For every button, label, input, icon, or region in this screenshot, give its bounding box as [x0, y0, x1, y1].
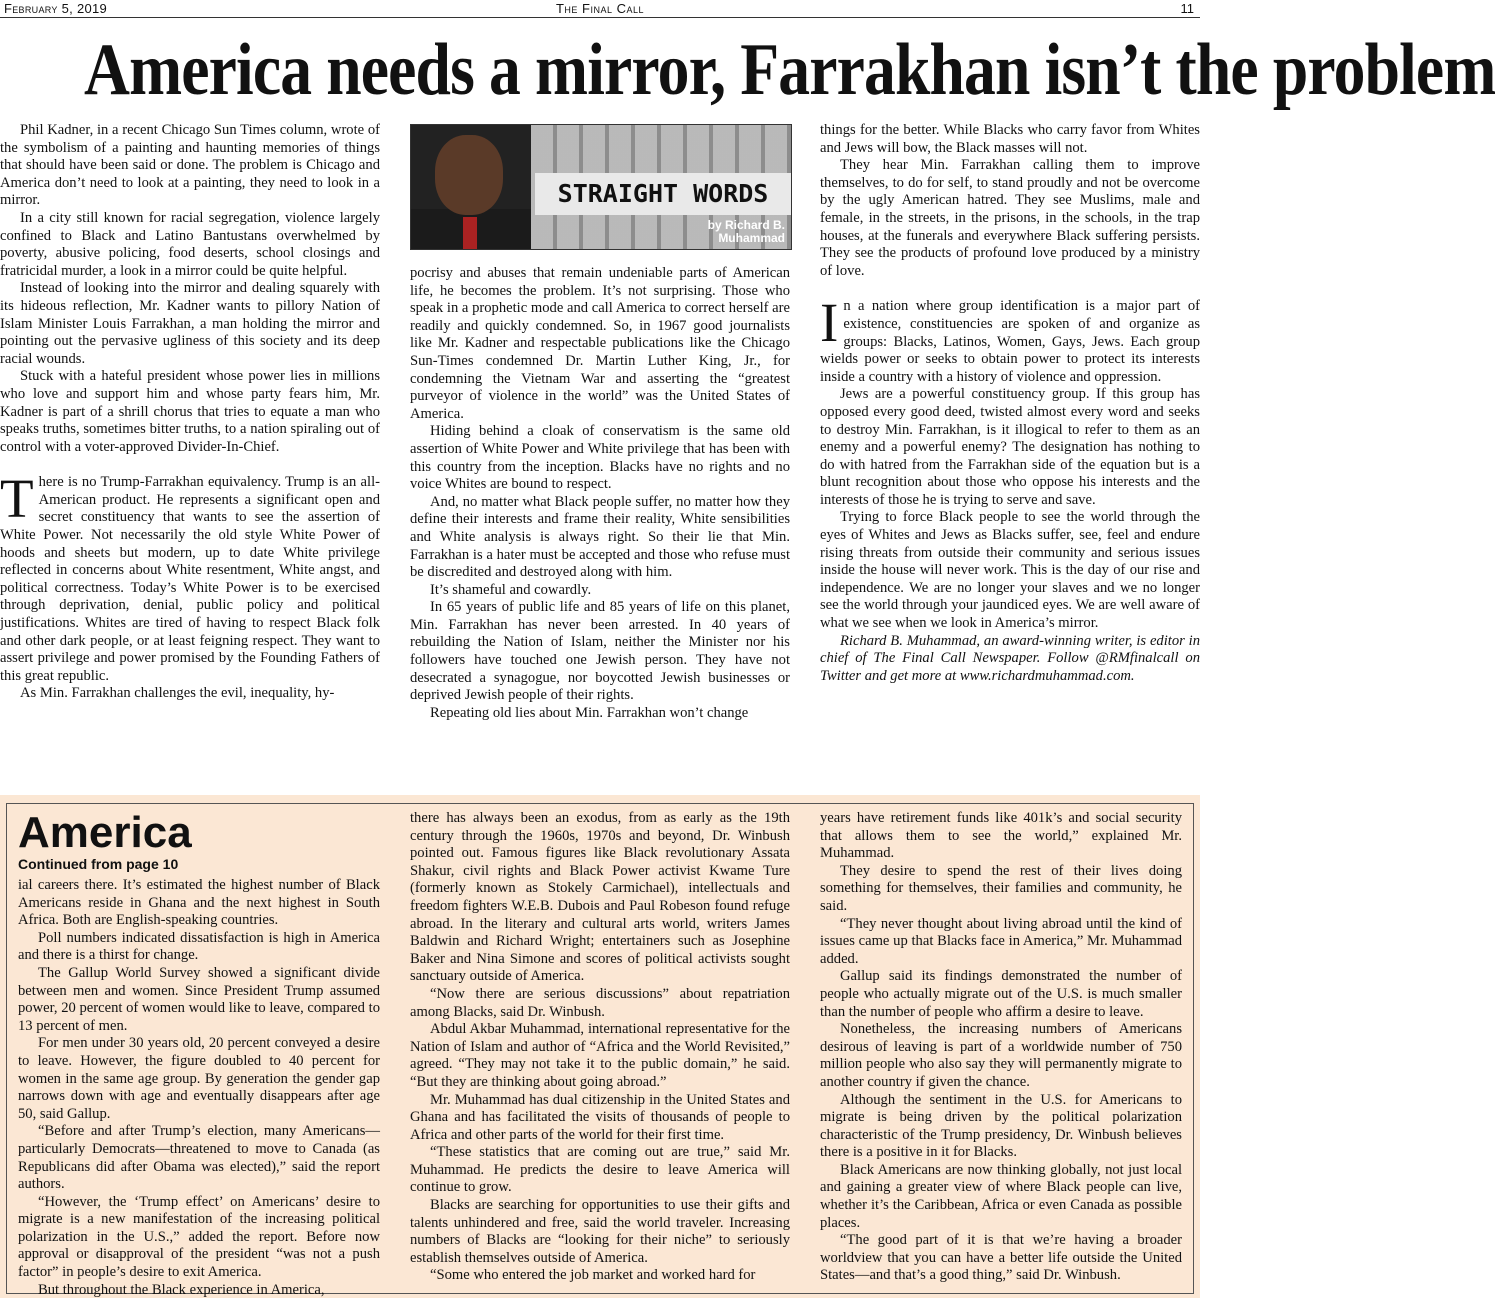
article-column-1 [0, 122, 380, 703]
paragraph: For men under 30 years old, 20 percent conveyed a desire to leave. However, the figure doubled to 40 percent for women in the same age group. By generation the gender gap narrows down with age and eventually disappears after age 50, said Gallup. [18, 1035, 380, 1122]
paragraph: Mr. Muhammad has dual citizenship in the United States and Ghana and has facilitated the visits of thousands of people to Africa and other parts of the world for their first time. [410, 1091, 790, 1143]
paragraph: Blacks are searching for opportunities to use their gifts and talents unhindered and free, said the world traveler. Increasing numbers of Blacks are “looking for their niche” to seriously establish themselves outside of America. [410, 1197, 790, 1266]
continued-from-label: Continued from page 10 [18, 856, 179, 872]
continued-column-1 [18, 877, 380, 1299]
masthead-rule [0, 17, 1200, 18]
paragraph: Nonetheless, the increasing numbers of Americans desirous of leaving is part of a worldwide number of 750 million people who also say they will permanently migrate to another country if given the chance. [820, 1021, 1182, 1090]
article-headline: America needs a mirror, Farrakhan isn’t the problem [84, 29, 1495, 111]
paragraph: They hear Min. Farrakhan calling them to improve themselves, to do for self, to stand proudly and not be overcome by the ugly American hatred. They see Muslims, male and female, in the streets, in the prisons, in the schools, in the trap houses, at the funerals and everywhere Black suffering persists. They see the products of profound love produced by a ministry of love. [820, 157, 1200, 279]
column-banner [410, 124, 792, 250]
paragraph: And, no matter what Black people suffer, no matter how they define their interests and frame their reality, White sensibilities and White analysis is always right. So their lie that Min. Farrakhan is a hater must be accepted and those who refuse must be discredited and destroyed along with him. [410, 493, 790, 581]
paragraph: pocrisy and abuses that remain undeniable parts of American life, he becomes the problem. It’s not surprising. Those who speak in a prophetic mode and call America to correct herself are readily and quickly condemned. So, in 1967 good journalists like Mr. Kadner and respectable publications like the Chicago Sun-Times condemned Dr. Martin Luther King, Jr., for condemning the Vietnam War and asserting the “greatest purveyor of violence in the world” was the United States of America. [410, 265, 790, 422]
dropcap-paragraph-text: n a nation where group identification is a major part of existence, constituencies are spoken of and organize as groups: Blacks, Latinos, Women, Gays, Jews. Each group wields power or seeks to obtain power to protect its interests inside a country with a history of violence and oppression. [820, 298, 1200, 385]
paragraph: things for the better. While Blacks who carry favor from Whites and Jews will bow, the Black masses will not. [820, 122, 1200, 156]
paragraph: Although the sentiment in the U.S. for Americans to migrate is being driven by the political polarization characteristic of the Trump presidency, Dr. Winbush believes there is a positive in it for Blacks. [820, 1091, 1182, 1161]
dropcap-paragraph [820, 292, 1200, 386]
drop-cap: I [820, 292, 839, 354]
paragraph: In 65 years of public life and 85 years of life on this planet, Min. Farrakhan has never been arrested. In 40 years of rebuilding the Nation of Islam, neither the Minister nor his followers have touched one Jewish person. They have not desecrated a synagogue, nor boycotted Jewish businesses or deprived Jewish people of their rights. [410, 599, 790, 704]
author-byline: Richard B. Muhammad, an award-winning writer, is editor in chief of The Final Call Newspaper. Follow @RMfinalcall on Twitter and get more at www.richardmuhammad.com. [820, 632, 1200, 684]
paragraph: Gallup said its findings demonstrated the number of people who actually migrate out of the U.S. is much smaller than the number of people who affirm a desire to leave. [820, 968, 1182, 1020]
issue-date: February 5, 2019 [4, 1, 108, 16]
page-number: 11 [1180, 1, 1194, 16]
paragraph: “They never thought about living abroad until the kind of issues came up that Blacks face in America,” Mr. Muhammad added. [820, 915, 1182, 967]
paragraph: The Gallup World Survey showed a significant divide between men and women. Since President Trump assumed power, 20 percent of women would like to leave, compared to 13 percent of men. [18, 964, 380, 1034]
continued-column-3 [820, 810, 1182, 1285]
masthead [0, 0, 1200, 18]
continued-column-2 [410, 810, 790, 1285]
paragraph: They desire to spend the rest of their lives doing something for themselves, their families and community, he said. [820, 862, 1182, 914]
paragraph: As Min. Farrakhan challenges the evil, inequality, hy- [20, 685, 335, 702]
article-column-3 [820, 122, 1200, 685]
paragraph: Trying to force Black people to see the world through the eyes of Whites and Jews as Blacks suffer, see, feel and endure rising threats from outside their community and serious issues inside the house will never work. This is the day of our rise and independence. We are no longer your slaves and we no longer see the world through your jaundiced eyes. We are well aware of what we see when we look in America’s mirror. [820, 509, 1200, 632]
paragraph: “These statistics that are coming out are true,” said Mr. Muhammad. He predicts the desire to leave America will continue to grow. [410, 1144, 790, 1196]
paragraph: “The good part of it is that we’re having a broader worldview that you can have a better life outside the United States—and that’s a good thing,” said Dr. Winbush. [820, 1232, 1182, 1284]
paragraph: Poll numbers indicated dissatisfaction is high in America and there is a thirst for change. [18, 929, 380, 964]
paragraph: It’s shameful and cowardly. [430, 581, 592, 598]
paragraph: Black Americans are now thinking globally, not just local and gaining a greater view of where Black people can live, whether it’s the Caribbean, Africa or even Canada as possible places. [820, 1161, 1182, 1231]
paragraph: Repeating old lies about Min. Farrakhan won’t change [430, 704, 749, 721]
column-title: STRAIGHT WORDS [535, 173, 791, 215]
paragraph: In a city still known for racial segregation, violence largely confined to Black and Latino Bantustans overwhelmed by poverty, abusive policing, food deserts, school closings and fratricidal murder, a look in a mirror could be quite helpful. [0, 209, 380, 279]
paragraph: Phil Kadner, in a recent Chicago Sun Times column, wrote of the symbolism of a painting and haunting memories of things that should have been said or done. The problem is Chicago and America don’t need to look at a painting, they need to look in a mirror. [0, 122, 380, 209]
column-byline: by Richard B. Muhammad [707, 218, 785, 245]
paragraph: “However, the ‘Trump effect’ on Americans’ desire to migrate is a new manifestation of the increasing political polarization in the U.S.,” added the report. Before now approval or disapproval of the president “was not a push factor” in people’s desire to exit America. [18, 1193, 380, 1281]
author-photo [411, 125, 531, 249]
paragraph: Jews are a powerful constituency group. If this group has opposed every good deed, twisted almost every word and seeks to destroy Min. Farrakhan, is it illogical to refer to them as an enemy and a powerful enemy? The designation has nothing to do with hatred from the Farrakhan side of the equation but is a blunt recognition about those who oppose his interests and the interests of those he is trying to serve and save. [820, 386, 1200, 508]
paragraph: “Some who entered the job market and worked hard for [430, 1267, 756, 1284]
paragraph: “Now there are serious discussions” about repatriation among Blacks, said Dr. Winbush. [410, 985, 790, 1020]
paragraph: Hiding behind a cloak of conservatism is the same old assertion of White Power and White privilege that has been with this country from the inception. Blacks have no rights and no voice Whites are bound to respect. [410, 423, 790, 493]
paragraph: But throughout the Black experience in America, [38, 1281, 325, 1298]
dropcap-paragraph-text: here is no Trump-Farrakhan equivalency. Trump is an all-American product. He represents a significant open and secret constituency that wants to see the assertion of White Power. Not necessarily the old style White Power of hoods and sheets but modern, up to date White privilege reflected in concerns about White resentment, White angst, and political correctness. Today’s White Power is to be exercised through deprivation, denial, public policy and political justifications. Whites are tired of having to respect Black folk and other dark people, or at least feigning respect. They want to assert privilege and power promised by the Founding Fathers of this great republic. [0, 474, 380, 684]
publication-name: The Final Call [555, 1, 645, 16]
continued-story-title: America [18, 808, 192, 857]
paragraph: there has always been an exodus, from as early as the 19th century through the 1960s, 1970s and beyond, Dr. Winbush pointed out. Famous figures like Black revolutionary Assata Shakur, civil rights and Black Power activist Kwame Ture (formerly known as Stokely Carmichael), intellectuals and freedom fighters W.E.B. Dubois and Paul Robeson found refuge abroad. In the literary and cultural arts world, writers James Baldwin and Richard Wright; entertainers such as Josephine Baker and Nina Simone and scores of political activists sought sanctuary outside of America. [410, 810, 790, 985]
paragraph: Abdul Akbar Muhammad, international representative for the Nation of Islam and author of “Africa and the World Revisited,” agreed. “They may not take it to the public domain,” he said. “But they are thinking about going abroad.” [410, 1021, 790, 1090]
article-column-2 [410, 265, 790, 722]
paragraph: years have retirement funds like 401k’s and social security that allows them to see the world,” explained Mr. Muhammad. [820, 810, 1182, 862]
paragraph: “Before and after Trump’s election, many Americans—particularly Democrats—threatened to move to Canada (as Republicans did after Obama was elected),” said the report authors. [18, 1123, 380, 1193]
paragraph: Instead of looking into the mirror and dealing squarely with its hideous reflection, Mr. Kadner wants to pillory Nation of Islam Minister Louis Farrakhan, a man holding the mirror and pointing out the pervasive ugliness of this society and its deep racial wounds. [0, 280, 380, 367]
drop-cap: T [0, 468, 34, 530]
paragraph: ial careers there. It’s estimated the highest number of Black Americans reside in Ghana and the next highest in South Africa. Both are English-speaking countries. [18, 877, 380, 929]
paragraph: Stuck with a hateful president whose power lies in millions who love and support him and whose party fears him, Mr. Kadner is part of a shrill chorus that tries to equate a man who speaks truths, sometimes bitter truths, to a nation spiraling out of control with a voter-approved Divider-In-Chief. [0, 368, 380, 455]
dropcap-paragraph [0, 468, 380, 685]
